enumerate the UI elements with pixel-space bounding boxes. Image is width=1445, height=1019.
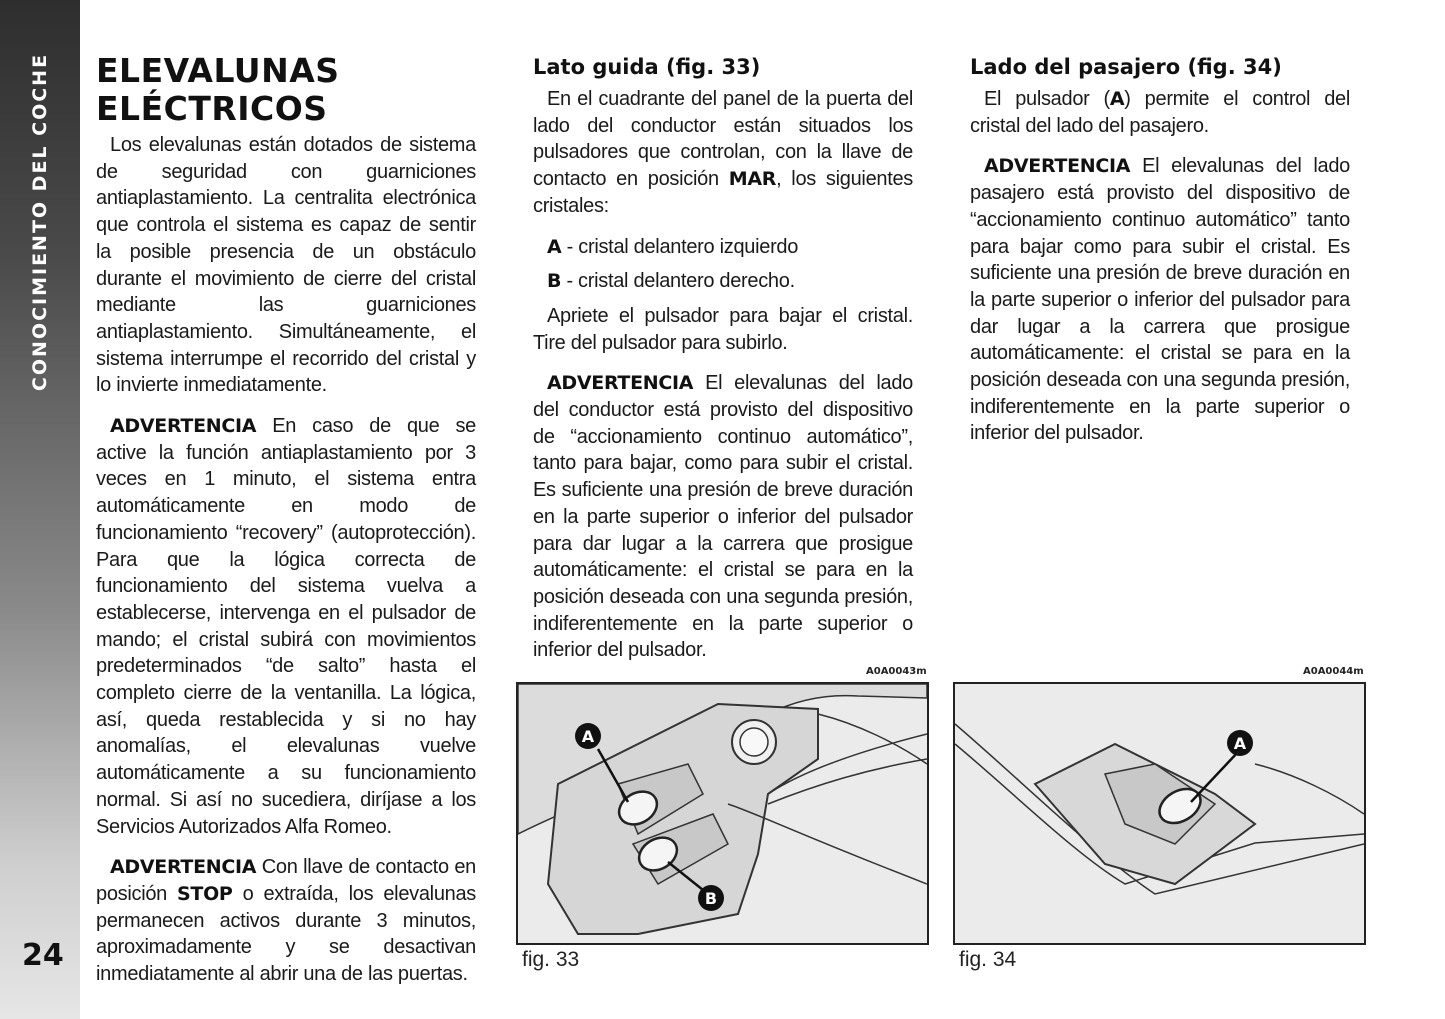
mar-keyword: MAR [728,168,777,191]
callout-a: A [1233,734,1247,753]
warning-paragraph-2 [96,854,476,988]
page-title [96,52,476,128]
warning-text: El elevalunas del lado pasajero está provisto del dispositivo de “accionamiento continuo automático” tanto para bajar como para subir el cristal. Es suficiente una presión de breve duración en la parte superior o inferior del pulsador para dar lugar a la carrera que prosigue automáticamente: el cristal se para en la posición deseada con una segunda presión, indiferentemente en la parte superior o inferior del pulsador. [970,155,1350,445]
figure-34 [953,682,1366,945]
item-text: - cristal delantero izquierdo [561,235,799,258]
figure-33-code: A0A0043m [866,666,927,677]
intro-paragraph: Los elevalunas están dotados de sistema de seguridad con guarniciones antiaplastamiento. La centralita electrónica que controla el sistema es capaz de sentir la posible presencia de un obstáculo durante el movimiento de cierre del cristal mediante las guarniciones antiaplastamiento. Simultáneamente, el sistema interrumpe el recorrido del cristal y lo invierte inmediatamente. [96,134,476,397]
warning-keyword: ADVERTENCIA [110,415,257,438]
text-part: En el cuadrante del panel de la puerta del lado del conductor están situados los pulsadores que controlan, con la llave de contacto en posición [533,88,913,191]
warning-text: En caso de que se active la función antiaplastamiento por 3 veces en 1 minuto, el sistema entra automáticamente en modo de funcionamiento “recovery” (autoprotección). Para que la lógica correcta de funcionamiento del sistema vuelva a establecerse, intervenga en el pulsador de mando; el cristal subirá con movimientos predeterminados “de salto” hasta el completo cierre de la ventanilla. La lógica, así, queda restablecida y si no hay anomalías, el elevalunas vuelve automáticamente a su funcionamiento normal. Si así no sucediera, diríjase a los Servicios Autorizados Alfa Romeo. [96,415,476,838]
driver-intro-paragraph [533,86,913,220]
figure-34-caption: fig. 34 [959,948,1017,971]
text-part: ) permite el control del cristal del lado del pasajero. [970,88,1350,137]
operation-paragraph: Apriete el pulsador para bajar el cristal. Tire del pulsador para subirlo. [533,304,913,354]
figure-33-caption: fig. 33 [522,948,580,971]
stop-keyword: STOP [177,882,233,905]
column-1 [96,52,476,1002]
text-part: El pulsador ( [984,88,1110,110]
driver-side-heading: Lato guida (fig. 33) [533,55,761,79]
warning-keyword: ADVERTENCIA [547,372,694,395]
warning-text-a: Con llave de contacto en posición [96,856,476,905]
driver-warning-paragraph [533,370,913,664]
passenger-intro-paragraph [970,86,1350,139]
text-part: , los siguientes cristales: [533,168,913,217]
figure-33 [516,682,929,945]
title-line-2: ELÉCTRICOS [96,89,328,128]
passenger-warning-paragraph [970,153,1350,447]
driver-door-switch-illustration [518,684,927,943]
column-3 [970,52,1350,461]
passenger-door-switch-illustration [955,684,1364,943]
item-key: A [547,235,562,258]
warning-paragraph-1 [96,413,476,840]
page-number: 24 [22,938,64,973]
list-item-b [533,268,913,295]
figure-34-code: A0A0044m [1303,666,1364,677]
passenger-side-heading: Lado del pasajero (fig. 34) [970,55,1282,79]
warning-keyword: ADVERTENCIA [110,856,257,879]
title-line-1: ELEVALUNAS [96,51,340,90]
section-label: CONOCIMIENTO DEL COCHE [29,52,51,392]
warning-keyword: ADVERTENCIA [984,155,1131,178]
list-item-a [533,234,913,261]
sidebar [0,0,80,1019]
warning-text-b: o extraída, los elevalunas permanecen activos durante 3 minutos, aproximadamente y se desactivan inmediatamente al abrir una de las puertas. [96,882,476,986]
callout-a: A [581,727,595,746]
item-key: B [547,270,562,293]
warning-text: El elevalunas del lado del conductor está provisto del dispositivo de “accionamiento continuo automático”, tanto para bajar, como para subir el cristal. Es suficiente una presión de breve duración en la parte superior o inferior del pulsador para dar lugar a la carrera que prosigue automáticamente: el cristal se para en la posición deseada con una segunda presión, indiferentemente en la parte superior o inferior del pulsador. [533,372,913,662]
column-2 [533,52,913,678]
item-text: - cristal delantero derecho. [561,270,795,293]
a-key: A [1109,88,1125,110]
callout-b: B [704,889,718,908]
